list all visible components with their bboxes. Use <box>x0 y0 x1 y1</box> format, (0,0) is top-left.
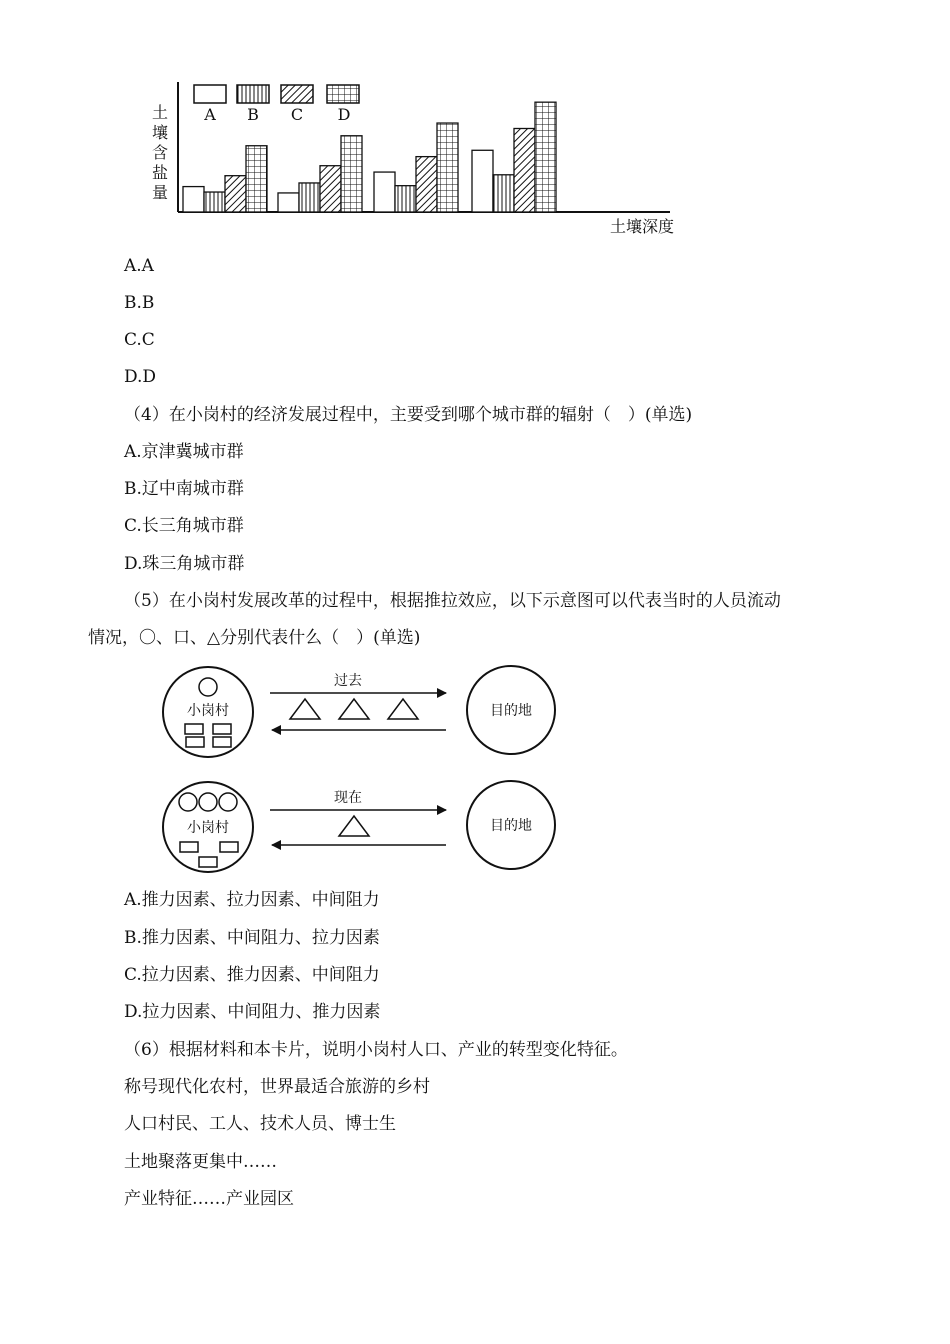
destination-label-past: 目的地 <box>490 703 532 719</box>
past-row <box>163 666 555 757</box>
q6-card-line: 人口村民、工人、技术人员、博士生 <box>124 1114 396 1134</box>
circle-symbol <box>199 793 217 811</box>
y-label-char: 盐 <box>151 163 169 182</box>
square-symbol <box>213 737 231 747</box>
now-label: 现在 <box>334 790 362 806</box>
bar-b-group-4 <box>493 175 514 212</box>
bar-c-group-4 <box>514 128 535 212</box>
y-label-char: 含 <box>151 143 169 162</box>
square-symbol <box>180 842 198 852</box>
bar-b-group-1 <box>204 192 225 212</box>
triangle-symbol <box>339 816 369 836</box>
legend-label-c: C <box>290 105 304 124</box>
circle-symbol <box>219 793 237 811</box>
q3-option-a: A.A <box>124 256 154 276</box>
square-symbol <box>220 842 238 852</box>
q5-option-a: A.推力因素、拉力因素、中间阻力 <box>124 890 380 910</box>
legend-label-d: D <box>337 105 351 124</box>
bar-a-group-1 <box>183 187 204 212</box>
push-pull-diagram <box>150 662 560 882</box>
bar-b-group-2 <box>299 183 320 212</box>
village-label-past: 小岗村 <box>187 703 229 719</box>
q5-option-c: C.拉力因素、推力因素、中间阻力 <box>124 965 380 985</box>
y-label-char: 量 <box>151 183 169 202</box>
y-label-char: 土 <box>151 103 169 122</box>
legend-label-a: A <box>204 105 216 124</box>
legend-swatch-b <box>237 85 269 103</box>
square-symbol <box>186 737 204 747</box>
q5-option-d: D.拉力因素、中间阻力、推力因素 <box>124 1002 381 1022</box>
now-row <box>163 781 555 872</box>
y-label-char: 壤 <box>151 123 169 142</box>
triangle-symbol <box>290 699 320 719</box>
past-label: 过去 <box>334 673 362 689</box>
square-symbol <box>213 724 231 734</box>
soil-salinity-chart <box>140 70 700 242</box>
q6-card-line: 土地聚落更集中…… <box>124 1152 277 1172</box>
triangle-symbol <box>339 699 369 719</box>
bar-c-group-1 <box>225 176 246 212</box>
q5-option-b: B.推力因素、中间阻力、拉力因素 <box>124 928 380 948</box>
q3-option-d: D.D <box>124 367 157 387</box>
bar-d-group-2 <box>341 136 362 212</box>
bar-d-group-3 <box>437 123 458 212</box>
q4-question: （4）在小岗村的经济发展过程中，主要受到哪个城市群的辐射（ ）(单选) <box>124 405 693 425</box>
q5-question-line2: 情况，〇、口、△分别代表什么（ ）(单选) <box>88 628 421 648</box>
bar-c-group-3 <box>416 157 437 212</box>
circle-symbol <box>179 793 197 811</box>
legend-swatch-d <box>327 85 359 103</box>
square-symbol <box>199 857 217 867</box>
bar-a-group-2 <box>278 193 299 212</box>
bar-d-group-4 <box>535 102 556 212</box>
bar-b-group-3 <box>395 186 416 212</box>
square-symbol <box>185 724 203 734</box>
legend-swatch-a <box>194 85 226 103</box>
circle-symbol <box>199 678 217 696</box>
q5-question-line1: （5）在小岗村发展改革的过程中，根据推拉效应，以下示意图可以代表当时的人员流动 <box>124 591 781 611</box>
q4-option-d: D.珠三角城市群 <box>124 554 245 574</box>
q4-option-b: B.辽中南城市群 <box>124 479 244 499</box>
q6-card-line: 产业特征……产业园区 <box>124 1189 294 1209</box>
bar-c-group-2 <box>320 166 341 212</box>
q4-option-c: C.长三角城市群 <box>124 516 244 536</box>
bar-d-group-1 <box>246 146 267 212</box>
triangle-symbol <box>388 699 418 719</box>
q4-option-a: A.京津冀城市群 <box>124 442 244 462</box>
destination-label-now: 目的地 <box>490 818 532 834</box>
q3-option-c: C.C <box>124 330 155 350</box>
q6-card-line: 称号现代化农村，世界最适合旅游的乡村 <box>124 1077 430 1097</box>
village-label-now: 小岗村 <box>187 820 229 836</box>
legend-swatch-c <box>281 85 313 103</box>
bar-a-group-4 <box>472 150 493 212</box>
q6-question: （6）根据材料和本卡片，说明小岗村人口、产业的转型变化特征。 <box>124 1040 628 1060</box>
bars-group <box>183 102 556 212</box>
legend-label-b: B <box>247 105 259 124</box>
q3-option-b: B.B <box>124 293 155 313</box>
bar-a-group-3 <box>374 172 395 212</box>
x-axis-label: 土壤深度 <box>609 217 675 236</box>
